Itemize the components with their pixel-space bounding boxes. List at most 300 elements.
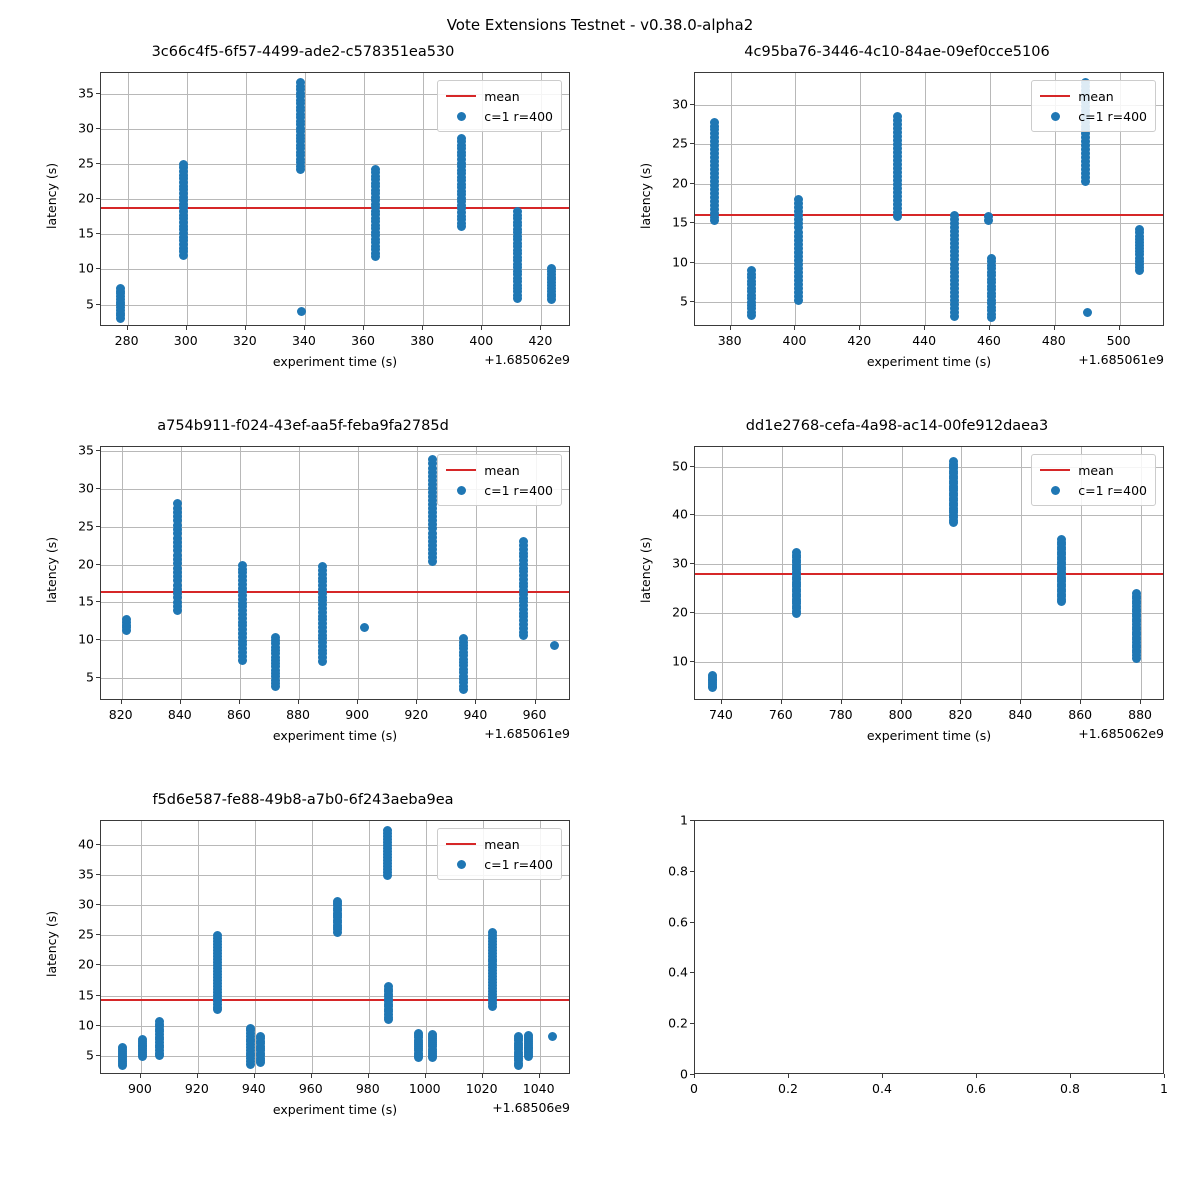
x-tick-label: 440 — [912, 333, 937, 348]
x-tick-label: 940 — [463, 707, 488, 722]
data-point — [1132, 589, 1141, 598]
gridline-horizontal — [101, 640, 569, 641]
legend-label: c=1 r=400 — [484, 108, 553, 124]
legend-label: mean — [1078, 462, 1114, 478]
x-tick-label: 820 — [948, 707, 973, 722]
legend-item — [1040, 480, 1147, 500]
y-tick-label: 25 — [672, 135, 688, 151]
gridline-horizontal — [695, 263, 1163, 264]
x-tick-label: 0.2 — [778, 1081, 798, 1096]
x-tick — [960, 700, 961, 704]
gridline-horizontal — [695, 613, 1163, 614]
data-point — [550, 641, 559, 650]
gridline-vertical — [369, 821, 370, 1073]
y-tick-label: 25 — [78, 926, 94, 942]
y-tick — [690, 871, 694, 872]
y-axis-label: latency (s) — [638, 162, 653, 229]
x-axis-offset-text: +1.685062e9 — [484, 352, 570, 367]
legend-line-swatch — [446, 469, 476, 471]
mean-line — [695, 573, 1163, 575]
gridline-horizontal — [101, 1056, 569, 1057]
data-point — [116, 284, 125, 293]
data-point — [138, 1035, 147, 1044]
y-tick-label: 1 — [680, 812, 688, 828]
y-tick-label: 10 — [672, 653, 688, 669]
subplot-4 — [612, 418, 1182, 768]
x-tick — [311, 1074, 312, 1078]
gridline-vertical — [299, 447, 300, 699]
gridline-horizontal — [101, 164, 569, 165]
y-tick — [96, 268, 100, 269]
x-tick-label: 0.8 — [1060, 1081, 1080, 1096]
legend-item — [1040, 106, 1147, 126]
gridline-horizontal — [101, 269, 569, 270]
mean-line — [101, 999, 569, 1001]
legend-label: mean — [484, 88, 520, 104]
gridline-horizontal — [695, 515, 1163, 516]
x-tick — [475, 700, 476, 704]
gridline-horizontal — [695, 564, 1163, 565]
x-tick-label: 420 — [847, 333, 872, 348]
gridline-vertical — [860, 73, 861, 325]
y-tick — [96, 163, 100, 164]
y-tick — [96, 128, 100, 129]
y-tick-label: 10 — [78, 260, 94, 276]
y-tick — [690, 563, 694, 564]
y-tick-label: 5 — [680, 293, 688, 309]
y-axis-label: latency (s) — [44, 162, 59, 229]
gridline-vertical — [925, 73, 926, 325]
y-tick — [96, 1055, 100, 1056]
y-tick-label: 30 — [78, 480, 94, 496]
x-tick — [254, 1074, 255, 1078]
subplot-title: 3c66c4f5-6f57-4499-ade2-c578351ea530 — [151, 44, 455, 60]
x-tick — [1119, 326, 1120, 330]
y-tick-label: 10 — [78, 1017, 94, 1033]
y-tick-label: 0.6 — [668, 914, 688, 930]
y-tick-label: 25 — [78, 518, 94, 534]
x-axis-offset-text: +1.685061e9 — [484, 726, 570, 741]
legend-label: mean — [484, 462, 520, 478]
x-tick — [901, 700, 902, 704]
y-tick-label: 20 — [78, 956, 94, 972]
y-tick-label: 0.2 — [668, 1015, 688, 1031]
y-tick-label: 15 — [78, 987, 94, 1003]
subplot-2 — [612, 44, 1182, 394]
y-tick-label: 35 — [78, 866, 94, 882]
y-tick — [690, 514, 694, 515]
legend-line-swatch — [446, 95, 476, 97]
y-tick-label: 20 — [672, 604, 688, 620]
x-tick — [357, 700, 358, 704]
x-axis-offset-text: +1.68506e9 — [492, 1100, 570, 1115]
y-tick — [96, 874, 100, 875]
x-tick-label: 860 — [226, 707, 251, 722]
x-tick-label: 800 — [888, 707, 913, 722]
x-tick-label: 360 — [351, 333, 376, 348]
subplot-title: 4c95ba76-3446-4c10-84ae-09ef0cce5106 — [744, 44, 1050, 60]
legend-line-swatch — [446, 843, 476, 845]
gridline-horizontal — [101, 965, 569, 966]
data-point — [297, 307, 306, 316]
y-tick — [690, 922, 694, 923]
y-tick — [690, 661, 694, 662]
legend-item — [1040, 86, 1147, 106]
x-tick-label: 880 — [1128, 707, 1152, 722]
data-point — [794, 195, 803, 204]
y-tick — [96, 233, 100, 234]
legend-marker-swatch — [446, 860, 476, 869]
x-tick — [721, 700, 722, 704]
y-axis-label: latency (s) — [44, 910, 59, 977]
data-point — [333, 897, 342, 906]
data-point — [1083, 308, 1092, 317]
legend-item — [1040, 460, 1147, 480]
subplot-title: dd1e2768-cefa-4a98-ac14-00fe912daea3 — [745, 418, 1049, 434]
y-tick-label: 5 — [86, 669, 94, 685]
x-tick-label: 900 — [345, 707, 370, 722]
x-tick — [363, 326, 364, 330]
x-tick — [535, 700, 536, 704]
data-point — [428, 455, 437, 464]
y-tick-label: 15 — [78, 225, 94, 241]
subplot-1 — [18, 44, 588, 394]
x-axis-label: experiment time (s) — [272, 354, 398, 369]
legend-label: c=1 r=400 — [484, 482, 553, 498]
y-tick-label: 25 — [78, 155, 94, 171]
y-tick — [96, 198, 100, 199]
legend — [437, 828, 562, 880]
data-point — [987, 254, 996, 263]
x-tick — [482, 1074, 483, 1078]
y-tick-label: 0 — [680, 1066, 688, 1082]
gridline-vertical — [312, 821, 313, 1073]
y-tick-label: 35 — [78, 85, 94, 101]
y-tick — [690, 820, 694, 821]
gridline-horizontal — [101, 1026, 569, 1027]
x-tick — [368, 1074, 369, 1078]
x-tick — [180, 700, 181, 704]
legend-line-swatch — [1040, 95, 1070, 97]
x-tick — [186, 326, 187, 330]
subplot-title: f5d6e587-fe88-49b8-a7b0-6f243aeba9ea — [152, 792, 454, 808]
y-tick — [690, 1023, 694, 1024]
x-tick-label: 480 — [1041, 333, 1066, 348]
gridline-vertical — [198, 821, 199, 1073]
legend-label: c=1 r=400 — [484, 856, 553, 872]
gridline-horizontal — [695, 662, 1163, 663]
legend-item — [446, 854, 553, 874]
data-point — [122, 615, 131, 624]
x-tick — [730, 326, 731, 330]
x-axis-offset-text: +1.685061e9 — [1078, 352, 1164, 367]
x-tick — [127, 326, 128, 330]
legend-marker-swatch — [446, 112, 476, 121]
x-tick — [794, 326, 795, 330]
legend-item — [446, 480, 553, 500]
y-tick-label: 30 — [78, 896, 94, 912]
y-tick-label: 0.8 — [668, 863, 688, 879]
x-tick-label: 0.4 — [872, 1081, 892, 1096]
y-tick-label: 30 — [672, 555, 688, 571]
x-tick-label: 1040 — [522, 1081, 555, 1096]
data-point — [383, 826, 392, 835]
gridline-horizontal — [101, 996, 569, 997]
gridline-horizontal — [101, 451, 569, 452]
y-tick — [96, 844, 100, 845]
x-tick-label: 0 — [690, 1081, 698, 1096]
y-tick-label: 15 — [672, 214, 688, 230]
y-tick-label: 0.4 — [668, 964, 688, 980]
data-point — [246, 1024, 255, 1033]
x-tick — [976, 1074, 977, 1078]
x-tick-label: 340 — [292, 333, 316, 348]
legend-marker-swatch — [446, 486, 476, 495]
legend-item — [446, 834, 553, 854]
gridline-horizontal — [695, 223, 1163, 224]
x-tick — [781, 700, 782, 704]
y-tick — [96, 526, 100, 527]
y-tick — [96, 964, 100, 965]
y-tick — [690, 301, 694, 302]
data-point — [950, 211, 959, 220]
gridline-horizontal — [101, 234, 569, 235]
data-point — [457, 134, 466, 143]
x-tick-label: 280 — [114, 333, 139, 348]
legend-item — [446, 86, 553, 106]
y-tick — [96, 904, 100, 905]
x-axis-label: experiment time (s) — [866, 728, 992, 743]
data-point — [1135, 225, 1144, 234]
y-tick-label: 5 — [86, 1047, 94, 1063]
gridline-horizontal — [101, 565, 569, 566]
legend-marker-swatch — [1040, 112, 1070, 121]
y-axis-label: latency (s) — [44, 536, 59, 603]
y-tick — [96, 450, 100, 451]
x-tick-label: 840 — [167, 707, 192, 722]
mean-line — [101, 207, 569, 209]
x-tick — [1054, 326, 1055, 330]
data-point — [360, 623, 369, 632]
x-tick-label: 300 — [173, 333, 198, 348]
y-tick — [690, 466, 694, 467]
x-axis-offset-text: +1.685062e9 — [1078, 726, 1164, 741]
y-tick — [96, 488, 100, 489]
x-tick-label: 780 — [828, 707, 853, 722]
x-tick — [1080, 700, 1081, 704]
subplot-3 — [18, 418, 588, 768]
x-axis-label: experiment time (s) — [866, 354, 992, 369]
gridline-horizontal — [101, 305, 569, 306]
data-point — [514, 1032, 523, 1041]
y-tick — [96, 304, 100, 305]
data-point — [371, 165, 380, 174]
x-tick-label: 380 — [410, 333, 435, 348]
x-tick — [121, 700, 122, 704]
x-tick — [694, 1074, 695, 1078]
y-tick — [690, 972, 694, 973]
legend — [437, 454, 562, 506]
x-tick-label: 420 — [528, 333, 553, 348]
x-tick — [304, 326, 305, 330]
y-tick-label: 15 — [78, 593, 94, 609]
x-tick-label: 860 — [1068, 707, 1093, 722]
data-point — [488, 928, 497, 937]
y-tick-label: 40 — [78, 836, 94, 852]
gridline-vertical — [358, 447, 359, 699]
legend-item — [446, 106, 553, 126]
y-tick — [96, 93, 100, 94]
y-tick-label: 30 — [78, 120, 94, 136]
gridline-vertical — [731, 73, 732, 325]
mean-line — [695, 214, 1163, 216]
x-tick-label: 920 — [184, 1081, 209, 1096]
y-tick — [690, 183, 694, 184]
y-tick-label: 40 — [672, 506, 688, 522]
y-tick — [96, 677, 100, 678]
x-tick-label: 940 — [241, 1081, 266, 1096]
x-tick — [239, 700, 240, 704]
x-tick — [298, 700, 299, 704]
y-tick-label: 5 — [86, 296, 94, 312]
x-tick-label: 880 — [286, 707, 310, 722]
x-tick — [788, 1074, 789, 1078]
gridline-vertical — [426, 821, 427, 1073]
gridline-vertical — [122, 447, 123, 699]
x-tick — [416, 700, 417, 704]
data-point — [710, 118, 719, 127]
x-tick-label: 960 — [298, 1081, 323, 1096]
gridline-horizontal — [101, 527, 569, 528]
y-tick-label: 20 — [78, 190, 94, 206]
x-tick — [859, 326, 860, 330]
x-tick — [841, 700, 842, 704]
x-tick-label: 500 — [1106, 333, 1131, 348]
subplot-5 — [18, 792, 588, 1142]
x-tick-label: 900 — [127, 1081, 152, 1096]
x-tick-label: 1 — [1160, 1081, 1168, 1096]
gridline-horizontal — [695, 144, 1163, 145]
x-tick — [1020, 700, 1021, 704]
y-axis-label: latency (s) — [638, 536, 653, 603]
y-tick-label: 35 — [78, 442, 94, 458]
legend-line-swatch — [1040, 469, 1070, 471]
y-tick — [690, 612, 694, 613]
y-tick — [96, 639, 100, 640]
x-tick — [539, 1074, 540, 1078]
x-tick — [1140, 700, 1141, 704]
legend-label: mean — [484, 836, 520, 852]
gridline-vertical — [417, 447, 418, 699]
x-tick — [924, 326, 925, 330]
x-tick — [1164, 1074, 1165, 1078]
x-tick-label: 400 — [469, 333, 494, 348]
gridline-horizontal — [695, 184, 1163, 185]
x-tick-label: 380 — [717, 333, 742, 348]
x-tick-label: 460 — [977, 333, 1001, 348]
y-tick-label: 50 — [672, 458, 688, 474]
y-tick — [96, 601, 100, 602]
data-point — [428, 1030, 437, 1039]
y-tick — [690, 104, 694, 105]
gridline-horizontal — [101, 678, 569, 679]
x-tick-label: 820 — [108, 707, 133, 722]
legend — [437, 80, 562, 132]
y-tick — [96, 564, 100, 565]
legend — [1031, 80, 1156, 132]
x-tick — [989, 326, 990, 330]
x-axis-label: experiment time (s) — [272, 728, 398, 743]
y-tick — [96, 995, 100, 996]
x-tick — [140, 1074, 141, 1078]
x-tick-label: 840 — [1008, 707, 1033, 722]
gridline-horizontal — [695, 302, 1163, 303]
x-tick — [425, 1074, 426, 1078]
mean-line — [101, 591, 569, 593]
x-tick-label: 760 — [768, 707, 793, 722]
data-point — [256, 1032, 265, 1041]
x-tick-label: 980 — [355, 1081, 380, 1096]
legend — [1031, 454, 1156, 506]
gridline-horizontal — [101, 199, 569, 200]
figure-title: Vote Extensions Testnet - v0.38.0-alpha2 — [446, 16, 754, 34]
y-tick-label: 10 — [672, 254, 688, 270]
y-tick — [690, 262, 694, 263]
y-tick-label: 10 — [78, 631, 94, 647]
y-tick — [96, 934, 100, 935]
x-tick-label: 960 — [522, 707, 547, 722]
x-tick-label: 320 — [232, 333, 257, 348]
y-tick — [96, 1025, 100, 1026]
x-tick — [481, 326, 482, 330]
plot-area — [694, 820, 1164, 1074]
x-tick-label: 0.6 — [966, 1081, 986, 1096]
data-point — [179, 160, 188, 169]
x-tick — [540, 326, 541, 330]
y-tick — [690, 222, 694, 223]
legend-label: mean — [1078, 88, 1114, 104]
data-point — [548, 1032, 557, 1041]
y-tick-label: 30 — [672, 96, 688, 112]
gridline-horizontal — [101, 602, 569, 603]
data-point — [984, 212, 993, 221]
subplot-title: a754b911-f024-43ef-aa5f-feba9fa2785d — [157, 418, 449, 434]
data-point — [155, 1017, 164, 1026]
x-tick-label: 400 — [782, 333, 807, 348]
x-axis-label: experiment time (s) — [272, 1102, 398, 1117]
y-tick-label: 20 — [672, 175, 688, 191]
y-tick-label: 20 — [78, 556, 94, 572]
y-tick — [690, 143, 694, 144]
y-tick — [690, 1074, 694, 1075]
x-tick — [882, 1074, 883, 1078]
x-tick-label: 920 — [404, 707, 429, 722]
x-tick — [1070, 1074, 1071, 1078]
subplot-6 — [612, 792, 1182, 1142]
x-tick-label: 740 — [709, 707, 733, 722]
x-tick-label: 1020 — [465, 1081, 498, 1096]
x-tick — [197, 1074, 198, 1078]
legend-label: c=1 r=400 — [1078, 482, 1147, 498]
x-tick — [245, 326, 246, 330]
data-point — [271, 633, 280, 642]
data-point — [414, 1029, 423, 1038]
legend-label: c=1 r=400 — [1078, 108, 1147, 124]
legend-marker-swatch — [1040, 486, 1070, 495]
x-tick-label: 1000 — [408, 1081, 441, 1096]
x-tick — [422, 326, 423, 330]
data-point — [459, 634, 468, 643]
